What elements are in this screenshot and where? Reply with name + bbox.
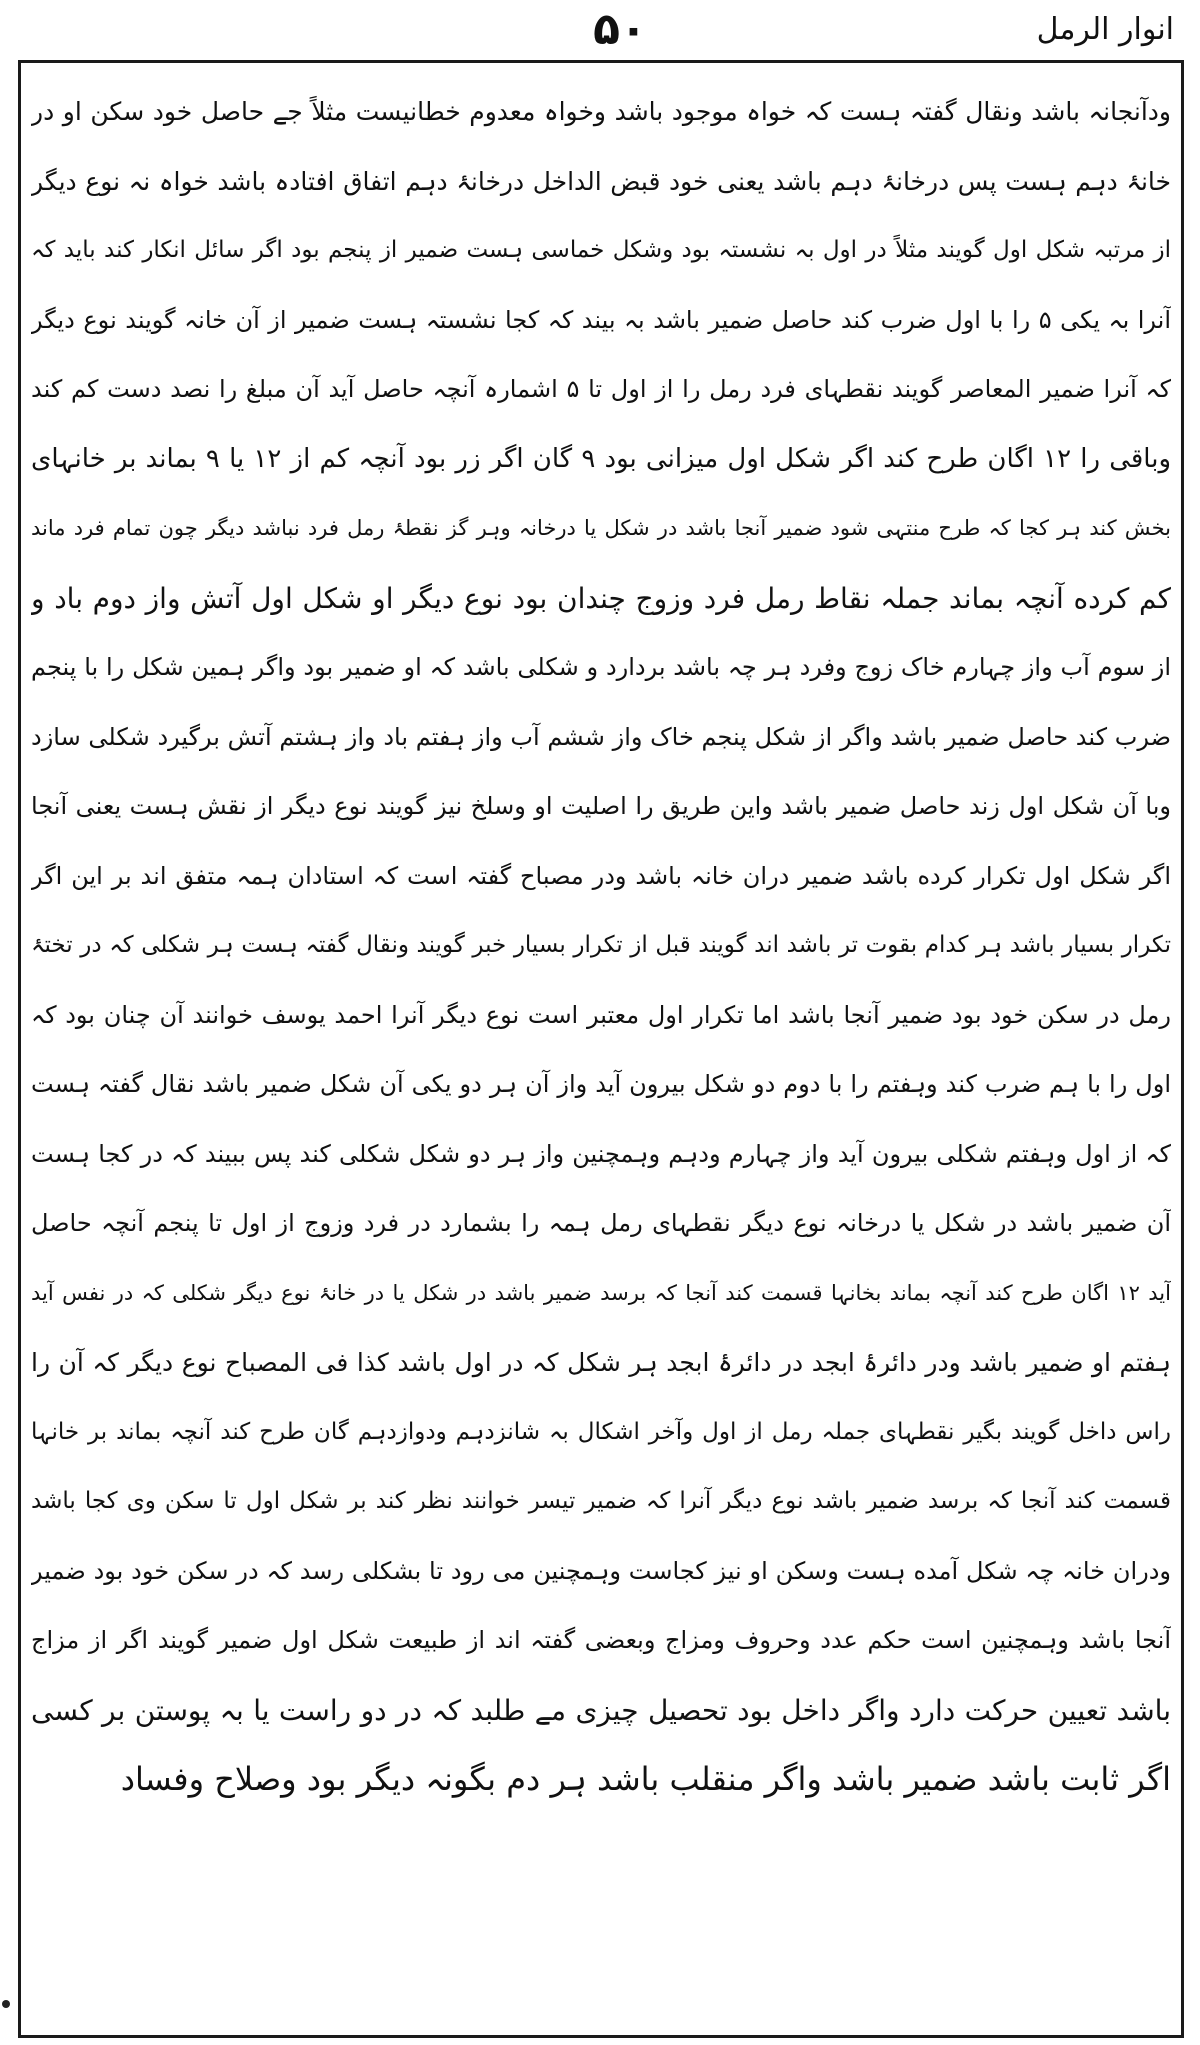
text-line: آید ۱۲ اگان طرح کند آنچہ بماند بخانہا قسمت کند آنجا کہ برسد ضمیر باشد در شکل یا در خانۂ نوع دیگر شکلی کہ در نفس آید (31, 1280, 1171, 1305)
text-line: وبا آن شکل اول زند حاصل ضمیر باشد واین طریق را اصلیت او وسلخ نیز گویند نوع دیگر از نقش ہست یعنی آنجا (31, 792, 1171, 820)
text-line: رمل در سکن خود بود ضمیر آنجا باشد اما تکرار اول معتبر است نوع دیگر آنرا احمد یوسف خوانند آن چنان بود کہ (31, 1000, 1171, 1029)
margin-dot (2, 2000, 10, 2008)
text-line: آن ضمیر باشد در شکل یا درخانہ نوع دیگر نقطہای رمل ہمہ را بشمارد در فرد وزوج از اول تا پنجم آنچہ حاصل (31, 1209, 1171, 1237)
text-line: ضرب کند حاصل ضمیر باشد واگر از شکل پنجم خاک واز ششم آب واز ہفتم باد واز ہشتم آتش برگیرد شکلی سازد (31, 722, 1171, 751)
text-line: از سوم آب واز چہارم خاک زوج وفرد ہر چہ باشد بردارد و شکلی باشد کہ او ضمیر بود واگر ہمین شکل را با پنجم (31, 653, 1171, 681)
text-line: بخش کند ہر کجا کہ طرح منتہی شود ضمیر آنجا باشد در شکل یا درخانہ وہر گز نقطۂ رمل فرد نباشد دیگر چون تمام فرد ماند (31, 516, 1171, 540)
text-line: وباقی را ۱۲ اگان طرح کند اگر شکل اول میزانی بود ۹ گان اگر زر بود آنچہ کم از ۱۲ یا ۹ بماند بر خانہای (31, 443, 1171, 474)
text-frame (18, 60, 1184, 2038)
text-line: کہ آنرا ضمیر المعاصر گویند نقطہای فرد رمل را از اول تا ۵ اشمارہ آنچہ حاصل آید آن مبلغ را نصد دست کم کند (31, 375, 1171, 403)
text-line: خانۂ دہم ہست پس درخانۂ دہم باشد یعنی خود قبض الداخل درخانۂ دہم اتفاق افتادہ باشد خواہ نہ نوع دیگر (31, 166, 1171, 196)
text-line: راس داخل گویند بگیر نقطہای جملہ رمل از اول وآخر اشکال بہ شانزدہم ودوازدہم گان طرح کند آنچہ بماند بر خانہا (31, 1418, 1171, 1445)
text-line: آنجا باشد وہمچنین است حکم عدد وحروف ومزاج وبعضی گفتہ اند از طبیعت شکل اول ضمیر گویند اگر از مزاج (31, 1626, 1171, 1654)
text-line: ودآنجانہ باشد ونقال گفتہ ہست کہ خواہ موجود باشد وخواہ معدوم خطانیست مثلاً جے حاصل خود سکن او در (31, 97, 1171, 126)
text-line: اول را با ہم ضرب کند وہفتم را با دوم دو شکل بیرون آید واز آن ہر دو یکی آن شکل ضمیر باشد نقال گفتہ ہست (31, 1070, 1171, 1098)
text-line: اگر شکل اول تکرار کرده باشد ضمیر دران خانہ باشد ودر مصباح گفتہ است کہ استادان ہمہ متفق اند بر این اگر (31, 861, 1171, 890)
text-line: باشد تعیین حرکت دارد واگر داخل بود تحصیل چیزی مے طلبد کہ در دو راست یا بہ پوستن بر کسی (31, 1693, 1171, 1727)
text-line: آنرا بہ یکی ۵ را با اول ضرب کند حاصل ضمیر باشد بہ بیند کہ کجا نشستہ ہست ضمیر از آن خانہ گویند نوع دیگر (31, 305, 1171, 334)
text-line: ہفتم او ضمیر باشد ودر دائرۂ ابجد در دائرۂ ابجد ہر شکل کہ در اول باشد کذا فی المصباح نوع دیگر کہ آن را (31, 1348, 1171, 1377)
text-line: کہ از اول وہفتم شکلی بیرون آید واز چہارم ودہم وہمچنین واز ہر دو شکل شکلی کند پس ببیند کہ در کجا ہست (31, 1139, 1171, 1168)
text-line: تکرار بسیار باشد ہر کدام بقوت تر باشد اند گویند قبل از تکرار بسیار خبر گویند ونقال گفتہ ہست ہر شکلی کہ در تختۂ (31, 932, 1171, 958)
page-header (0, 0, 1200, 62)
page-number: ۵۰ (593, 4, 647, 55)
text-line: ودران خانہ چہ شکل آمده ہست وسکن او نیز کجاست وہمچنین می رود تا بشکلی رسد کہ در سکن خود بود ضمیر (31, 1556, 1171, 1585)
text-line: از مرتبہ شکل اول گویند مثلاً در اول بہ نشستہ بود وشکل خماسی ہست ضمیر از پنجم بود اگر سائل انکار کند باید کہ (31, 237, 1171, 263)
text-line: کم کرده آنچہ بماند جملہ نقاط رمل فرد وزوج چندان بود نوع دیگر او شکل اول آتش واز دوم باد و (31, 581, 1171, 615)
text-line-last: اگر ثابت باشد ضمیر باشد واگر منقلب باشد ہر دم بگونہ دیگر بود وصلاح وفساد (120, 1760, 1171, 1798)
body-text (31, 77, 1171, 1815)
running-title: انوار الرمل (1036, 12, 1174, 47)
text-line: قسمت کند آنجا کہ برسد ضمیر باشد نوع دیگر آنرا کہ ضمیر تیسر خوانند نظر کند بر شکل اول تا سکن وی کجا باشد (31, 1488, 1171, 1514)
